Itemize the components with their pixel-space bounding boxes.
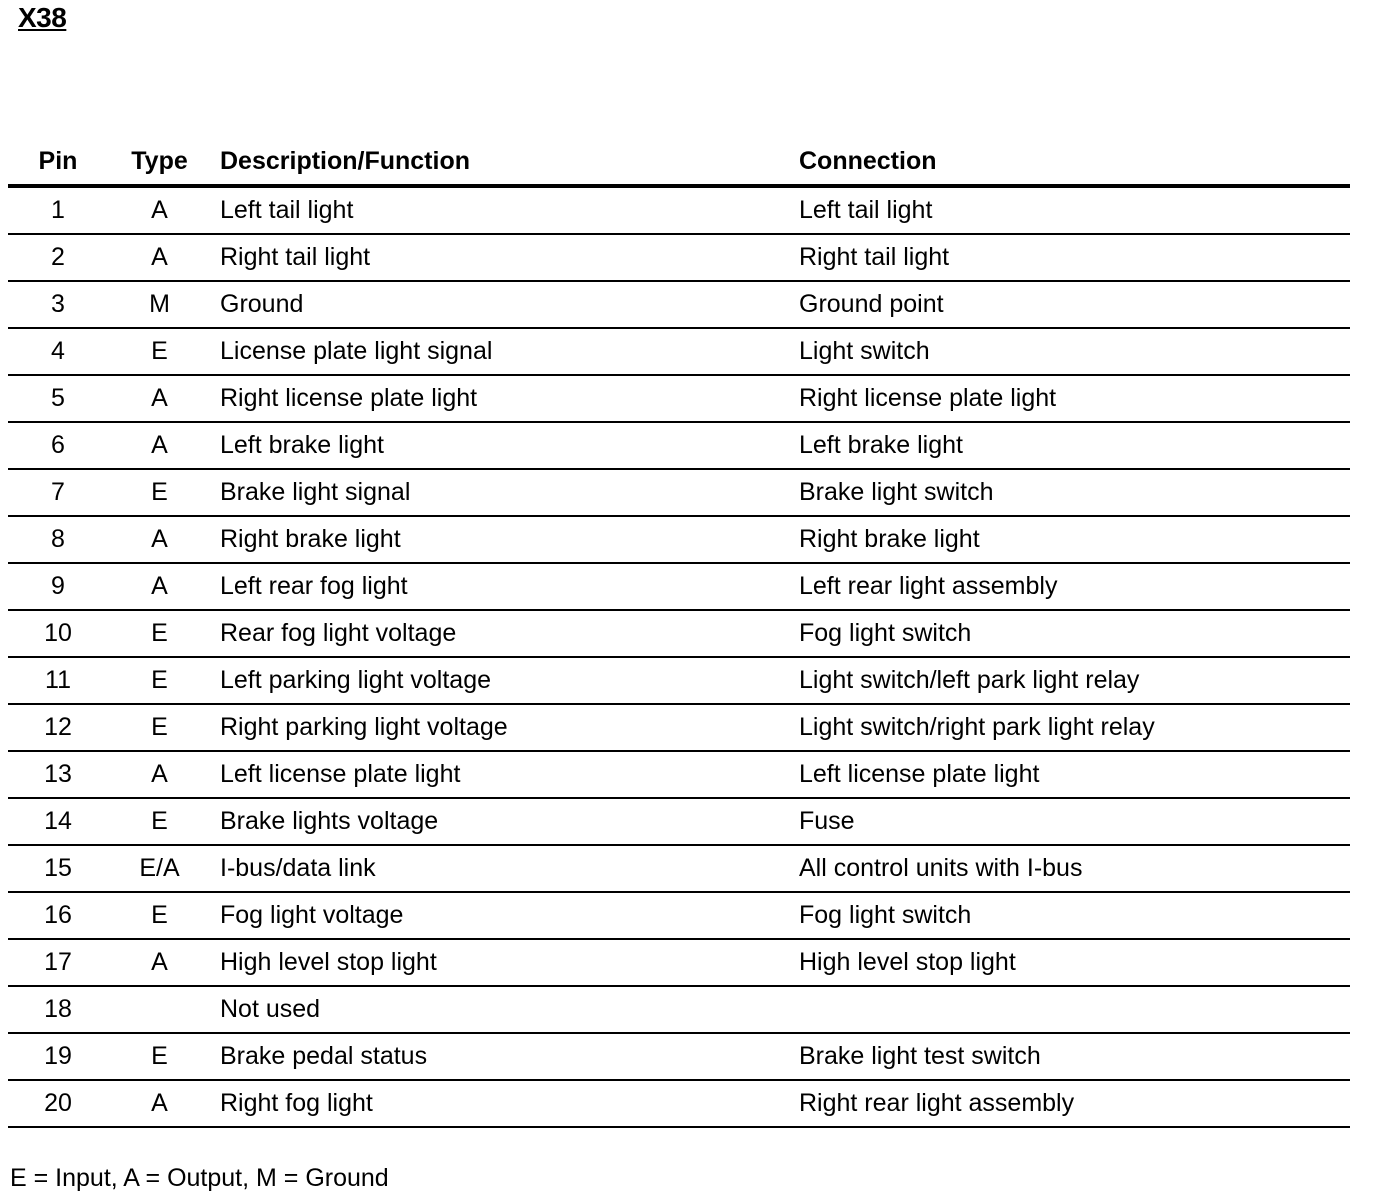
cell-type: E xyxy=(108,610,211,657)
table-row xyxy=(8,610,1350,657)
table-row xyxy=(8,375,1350,422)
cell-pin: 15 xyxy=(8,845,108,892)
table-row xyxy=(8,516,1350,563)
cell-type: A xyxy=(108,939,211,986)
cell-description: Fog light voltage xyxy=(211,892,790,939)
cell-connection: Left rear light assembly xyxy=(790,563,1350,610)
page-title: X38 xyxy=(18,2,67,33)
cell-type: A xyxy=(108,563,211,610)
table-row xyxy=(8,657,1350,704)
cell-pin: 14 xyxy=(8,798,108,845)
cell-type xyxy=(108,986,211,1033)
cell-pin: 1 xyxy=(8,186,108,234)
cell-pin: 16 xyxy=(8,892,108,939)
cell-description: Brake light signal xyxy=(211,469,790,516)
cell-description: Right license plate light xyxy=(211,375,790,422)
cell-pin: 4 xyxy=(8,328,108,375)
cell-connection: Left brake light xyxy=(790,422,1350,469)
cell-connection: Right rear light assembly xyxy=(790,1080,1350,1127)
cell-description: Right brake light xyxy=(211,516,790,563)
cell-pin: 12 xyxy=(8,704,108,751)
cell-description: Ground xyxy=(211,281,790,328)
cell-type: E xyxy=(108,798,211,845)
cell-connection: Light switch/right park light relay xyxy=(790,704,1350,751)
cell-description: I-bus/data link xyxy=(211,845,790,892)
cell-connection: Light switch xyxy=(790,328,1350,375)
table-row xyxy=(8,704,1350,751)
table-row xyxy=(8,328,1350,375)
cell-description: Left parking light voltage xyxy=(211,657,790,704)
cell-type: E xyxy=(108,704,211,751)
table-row xyxy=(8,422,1350,469)
table-row xyxy=(8,469,1350,516)
cell-description: Left license plate light xyxy=(211,751,790,798)
table-row xyxy=(8,892,1350,939)
cell-description: Right parking light voltage xyxy=(211,704,790,751)
cell-pin: 19 xyxy=(8,1033,108,1080)
cell-connection: Left license plate light xyxy=(790,751,1350,798)
table-row xyxy=(8,751,1350,798)
table-header-row xyxy=(8,138,1350,186)
cell-type: M xyxy=(108,281,211,328)
cell-connection: All control units with I-bus xyxy=(790,845,1350,892)
table-row xyxy=(8,281,1350,328)
cell-pin: 7 xyxy=(8,469,108,516)
cell-pin: 5 xyxy=(8,375,108,422)
cell-connection: Fuse xyxy=(790,798,1350,845)
table-row xyxy=(8,234,1350,281)
cell-pin: 18 xyxy=(8,986,108,1033)
cell-connection: High level stop light xyxy=(790,939,1350,986)
cell-description: Right fog light xyxy=(211,1080,790,1127)
cell-description: Not used xyxy=(211,986,790,1033)
pin-assignment-table xyxy=(8,138,1350,1128)
header-pin: Pin xyxy=(8,138,108,186)
cell-connection: Right brake light xyxy=(790,516,1350,563)
header-type: Type xyxy=(108,138,211,186)
cell-type: A xyxy=(108,751,211,798)
cell-pin: 20 xyxy=(8,1080,108,1127)
cell-type: A xyxy=(108,234,211,281)
table-row xyxy=(8,186,1350,234)
cell-description: Left brake light xyxy=(211,422,790,469)
cell-type: E xyxy=(108,328,211,375)
cell-type: A xyxy=(108,1080,211,1127)
cell-type: E xyxy=(108,469,211,516)
table-row xyxy=(8,563,1350,610)
cell-description: Left tail light xyxy=(211,186,790,234)
table-row xyxy=(8,1080,1350,1127)
cell-connection xyxy=(790,986,1350,1033)
cell-type: E xyxy=(108,1033,211,1080)
cell-description: Right tail light xyxy=(211,234,790,281)
cell-type: A xyxy=(108,186,211,234)
legend: E = Input, A = Output, M = Ground xyxy=(10,1164,389,1192)
cell-type: E xyxy=(108,892,211,939)
cell-connection: Right license plate light xyxy=(790,375,1350,422)
cell-pin: 11 xyxy=(8,657,108,704)
header-connection: Connection xyxy=(790,138,1350,186)
cell-connection: Right tail light xyxy=(790,234,1350,281)
cell-pin: 10 xyxy=(8,610,108,657)
cell-type: A xyxy=(108,422,211,469)
table-row xyxy=(8,1033,1350,1080)
table-row xyxy=(8,798,1350,845)
cell-pin: 17 xyxy=(8,939,108,986)
cell-description: License plate light signal xyxy=(211,328,790,375)
cell-description: Rear fog light voltage xyxy=(211,610,790,657)
cell-description: Brake lights voltage xyxy=(211,798,790,845)
cell-type: A xyxy=(108,375,211,422)
cell-connection: Fog light switch xyxy=(790,892,1350,939)
table-row xyxy=(8,939,1350,986)
cell-pin: 3 xyxy=(8,281,108,328)
cell-description: Left rear fog light xyxy=(211,563,790,610)
table-body xyxy=(8,186,1350,1127)
cell-type: E xyxy=(108,657,211,704)
cell-connection: Left tail light xyxy=(790,186,1350,234)
cell-pin: 8 xyxy=(8,516,108,563)
cell-pin: 13 xyxy=(8,751,108,798)
cell-type: A xyxy=(108,516,211,563)
cell-connection: Brake light switch xyxy=(790,469,1350,516)
cell-description: High level stop light xyxy=(211,939,790,986)
cell-type: E/A xyxy=(108,845,211,892)
header-description: Description/Function xyxy=(211,138,790,186)
cell-connection: Fog light switch xyxy=(790,610,1350,657)
cell-connection: Light switch/left park light relay xyxy=(790,657,1350,704)
cell-pin: 9 xyxy=(8,563,108,610)
cell-connection: Ground point xyxy=(790,281,1350,328)
cell-connection: Brake light test switch xyxy=(790,1033,1350,1080)
table-row xyxy=(8,986,1350,1033)
cell-pin: 6 xyxy=(8,422,108,469)
table-row xyxy=(8,845,1350,892)
cell-pin: 2 xyxy=(8,234,108,281)
cell-description: Brake pedal status xyxy=(211,1033,790,1080)
